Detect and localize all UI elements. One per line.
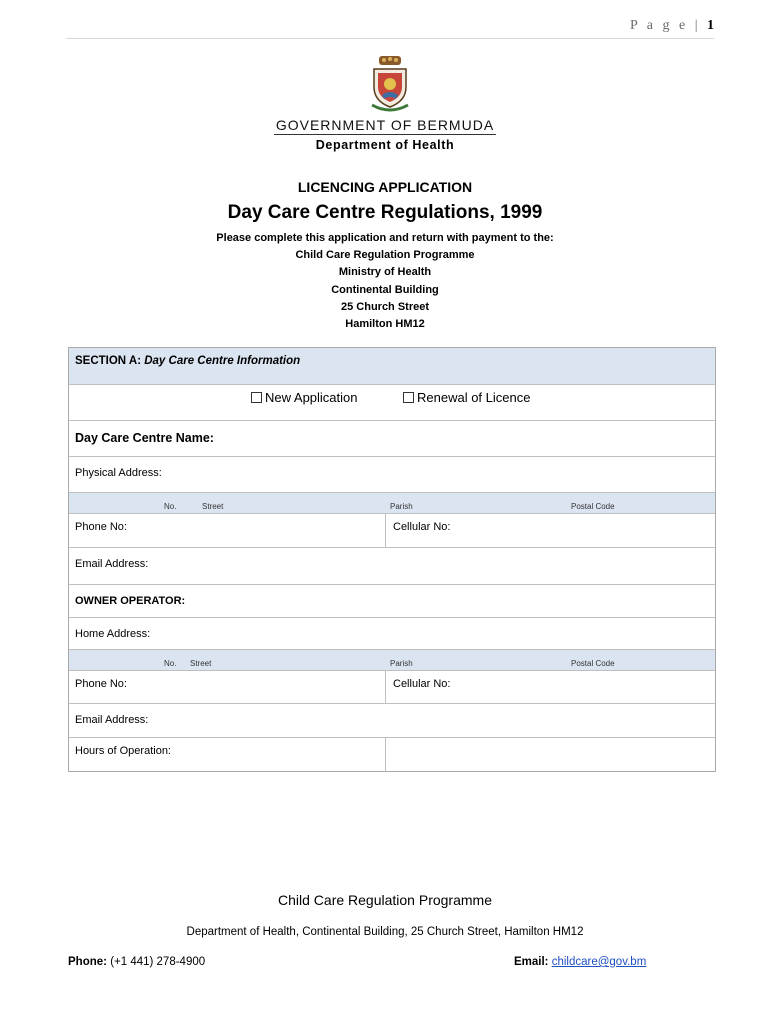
owner-operator-label: OWNER OPERATOR: (75, 595, 186, 607)
org-name-wrapper (0, 117, 770, 135)
new-application-checkbox[interactable] (251, 392, 262, 403)
form-title: Day Care Centre Regulations, 1999 (227, 202, 543, 223)
owner-email-label: Email Address: (75, 714, 149, 726)
column-divider (385, 738, 386, 771)
column-divider (385, 671, 386, 703)
department-name: Department of Health (315, 138, 455, 152)
instructions (0, 230, 770, 333)
coat-of-arms-icon (370, 55, 410, 115)
col-parish: Parish (390, 659, 413, 668)
footer-phone-label: Phone: (68, 956, 107, 968)
col-postal-code: Postal Code (571, 502, 615, 511)
page-header (630, 18, 714, 34)
footer-phone-number: (+1 441) 278-4900 (110, 956, 206, 968)
cellular-label: Cellular No: (393, 521, 451, 533)
col-street: Street (190, 659, 212, 668)
section-a-heading (75, 355, 300, 367)
email-field[interactable] (69, 547, 715, 584)
phone-row (69, 513, 715, 547)
footer-email (514, 956, 646, 968)
instruction-line: Child Care Regulation Programme (295, 249, 475, 262)
owner-cellular-label: Cellular No: (393, 678, 451, 690)
physical-address-label: Physical Address: (75, 467, 162, 479)
physical-address-field[interactable] (69, 456, 715, 492)
footer-address: Department of Health, Continental Building, 25 Church Street, Hamilton HM12 (186, 926, 584, 938)
owner-operator-row (69, 584, 715, 617)
email-link[interactable]: childcare@gov.bm (551, 956, 647, 968)
instruction-line: Ministry of Health (338, 266, 432, 279)
footer-phone (68, 956, 205, 968)
phone-label: Phone No: (75, 521, 127, 533)
address-columns-header (69, 649, 715, 670)
instruction-line: Continental Building (331, 283, 439, 296)
instruction-line: Hamilton HM12 (345, 318, 425, 331)
footer-email-label: Email: (514, 956, 549, 968)
footer-programme: Child Care Regulation Programme (278, 892, 492, 908)
column-divider (385, 514, 386, 547)
page-label: P a g e | (630, 18, 701, 33)
form-type: LICENCING APPLICATION (297, 179, 473, 195)
section-a-title: Day Care Centre Information (144, 355, 301, 367)
instruction-line: Please complete this application and return with payment to the: (216, 232, 554, 244)
col-postal-code: Postal Code (571, 659, 615, 668)
col-parish: Parish (390, 502, 413, 511)
instruction-line: 25 Church Street (340, 300, 430, 313)
col-no: No. (164, 502, 177, 511)
centre-name-label: Day Care Centre Name: (75, 431, 214, 445)
owner-email-field[interactable] (69, 703, 715, 737)
org-name: GOVERNMENT OF BERMUDA (275, 117, 495, 133)
owner-phone-row (69, 670, 715, 703)
new-application-option[interactable] (251, 390, 358, 405)
col-no: No. (164, 659, 177, 668)
home-address-field[interactable] (69, 617, 715, 649)
hours-label: Hours of Operation: (75, 745, 171, 757)
renewal-option[interactable] (403, 390, 530, 405)
section-a-header (69, 348, 715, 384)
owner-phone-label: Phone No: (75, 678, 127, 690)
section-a-label: SECTION A: (75, 355, 142, 367)
header-rule (66, 38, 714, 39)
address-columns-header (69, 492, 715, 513)
hours-row (69, 737, 715, 771)
home-address-label: Home Address: (75, 628, 151, 640)
application-type-row (69, 384, 715, 420)
new-application-label: New Application (265, 390, 358, 405)
centre-name-field[interactable] (69, 420, 715, 456)
section-a-table (68, 347, 716, 772)
email-label: Email Address: (75, 558, 149, 570)
renewal-label: Renewal of Licence (417, 390, 531, 405)
page-number: 1 (707, 18, 714, 33)
renewal-checkbox[interactable] (403, 392, 414, 403)
col-street: Street (202, 502, 224, 511)
